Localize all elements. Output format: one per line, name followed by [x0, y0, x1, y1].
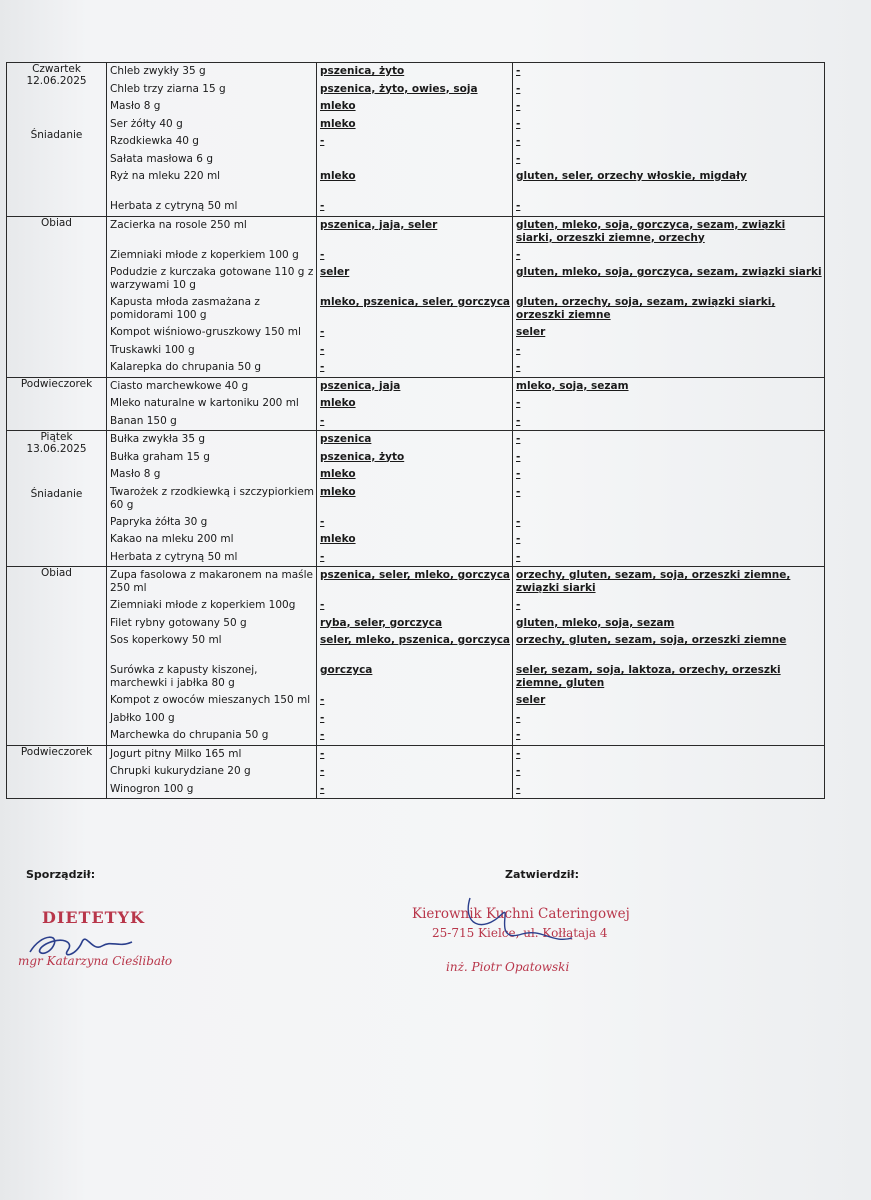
dish-ingredients: - — [320, 515, 325, 528]
dish-name: Kakao na mleku 200 ml — [110, 533, 234, 545]
meal-name: Podwieczorek — [20, 745, 93, 758]
dish-allergens: - — [516, 65, 521, 77]
meal-name: Podwieczorek — [20, 377, 93, 390]
dish-ingredients: mleko, pszenica, seler, gorczyca — [320, 296, 511, 308]
dish-name: Chleb zwykły 35 g — [110, 65, 206, 77]
dish-column — [107, 745, 317, 799]
dish-name: Masło 8 g — [110, 468, 161, 480]
dish-ingredients: pszenica — [320, 433, 372, 445]
dish-name: Rzodkiewka 40 g — [110, 135, 199, 147]
ingredients-column — [317, 745, 513, 799]
dish-ingredients: pszenica, żyto, owies, soja — [320, 82, 478, 95]
dish-name: Chleb trzy ziarna 15 g — [110, 82, 226, 95]
dish-ingredients: ryba, seler, gorczyca — [320, 616, 443, 629]
meal-label-cell — [7, 431, 107, 567]
dish-allergens: gluten, orzechy, soja, sezam, związki siarki, orzeszki ziemne — [516, 296, 776, 321]
dish-column — [107, 63, 317, 217]
dish-name: Kalarepka do chrupania 50 g — [110, 361, 261, 373]
dish-ingredients: mleko — [320, 533, 356, 545]
dish-allergens: - — [516, 747, 521, 760]
dish-allergens: - — [516, 248, 521, 261]
dish-name: Filet rybny gotowany 50 g — [110, 616, 247, 629]
dish-column — [107, 567, 317, 746]
dish-name: Sałata masłowa 6 g — [110, 152, 213, 165]
dish-allergens: seler — [516, 694, 546, 706]
dish-ingredients: - — [320, 135, 325, 147]
dish-ingredients: mleko — [320, 397, 356, 409]
meal-row — [7, 431, 825, 567]
dish-column — [107, 431, 317, 567]
dish-name: Zupa fasolowa z makaronem na maśle 250 ml — [110, 569, 313, 594]
kitchen-manager-stamp — [412, 904, 672, 984]
dish-name: Ziemniaki młode z koperkiem 100 g — [110, 248, 299, 261]
dish-ingredients: pszenica, seler, mleko, gorczyca — [320, 569, 511, 581]
dish-allergens: orzechy, gluten, sezam, soja, orzeszki ziemne, związki siarki — [516, 569, 791, 594]
dish-allergens: - — [516, 152, 521, 165]
allergens-column — [513, 567, 825, 746]
meal-name: Śniadanie — [30, 488, 83, 500]
allergens-column — [513, 431, 825, 567]
dish-name: Winogron 100 g — [110, 782, 194, 795]
dish-name: Surówka z kapusty kiszonej, marchewki i jabłka 80 g — [110, 664, 258, 689]
dish-column — [107, 216, 317, 377]
meal-name: Śniadanie — [30, 129, 83, 141]
dish-ingredients: - — [320, 765, 325, 777]
allergens-column — [513, 216, 825, 377]
dish-name: Ziemniaki młode z koperkiem 100g — [110, 599, 296, 611]
dish-ingredients: mleko — [320, 170, 356, 182]
meal-name: Obiad — [41, 216, 72, 229]
day-header — [7, 63, 106, 87]
dish-allergens: - — [516, 485, 521, 498]
dietitian-stamp — [18, 906, 188, 976]
dish-column — [107, 377, 317, 431]
ingredients-column — [317, 63, 513, 217]
dish-allergens: - — [516, 468, 521, 480]
ingredients-column — [317, 567, 513, 746]
meal-label-cell — [7, 377, 107, 431]
dish-ingredients: seler, mleko, pszenica, gorczyca — [320, 634, 511, 646]
dish-allergens: - — [516, 533, 521, 545]
dish-allergens: mleko, soja, sezam — [516, 379, 629, 392]
dish-name: Jabłko 100 g — [110, 711, 175, 724]
day-name: Piątek — [40, 431, 73, 443]
allergens-column — [513, 745, 825, 799]
prepared-by-label: Sporządził: — [26, 868, 96, 881]
dish-ingredients: - — [320, 729, 325, 741]
dish-name: Banan 150 g — [110, 414, 177, 427]
stamp-name: inż. Piotr Opatowski — [446, 960, 570, 974]
dish-allergens: gluten, mleko, soja, sezam — [516, 616, 675, 629]
dish-allergens: - — [516, 343, 521, 356]
dish-name: Ryż na mleku 220 ml — [110, 170, 221, 182]
dish-allergens: gluten, mleko, soja, gorczyca, sezam, związki siarki — [516, 266, 822, 278]
dish-allergens: - — [516, 450, 521, 463]
day-header — [7, 431, 106, 455]
dish-ingredients: - — [320, 248, 325, 261]
dish-ingredients: - — [320, 361, 325, 373]
stamp-title: DIETETYK — [42, 908, 145, 927]
ingredients-column — [317, 431, 513, 567]
dish-ingredients: mleko — [320, 468, 356, 480]
meal-label-cell — [7, 567, 107, 746]
dish-allergens: gluten, seler, orzechy włoskie, migdały — [516, 170, 747, 182]
stamp-address: 25-715 Kielce, ul. Kołłątaja 4 — [432, 926, 608, 940]
dish-name: Twarożek z rzodkiewką i szczypiorkiem 60 g — [110, 485, 315, 511]
dish-name: Mleko naturalne w kartoniku 200 ml — [110, 397, 299, 409]
dish-name: Marchewka do chrupania 50 g — [110, 729, 269, 741]
dish-ingredients: mleko — [320, 485, 356, 498]
dish-ingredients: - — [320, 747, 325, 760]
dish-ingredients: pszenica, żyto — [320, 450, 405, 463]
dish-ingredients: - — [320, 694, 325, 706]
dish-name: Papryka żółta 30 g — [110, 515, 208, 528]
approved-by-label: Zatwierdził: — [505, 868, 580, 881]
meal-row — [7, 745, 825, 799]
dish-allergens: - — [516, 361, 521, 373]
dish-allergens: - — [516, 433, 521, 445]
dish-ingredients: - — [320, 200, 325, 212]
meal-label-cell — [7, 745, 107, 799]
dish-ingredients: pszenica, jaja — [320, 379, 401, 392]
stamp-title: Kierownik Kuchni Cateringowej — [412, 906, 630, 922]
dish-ingredients: pszenica, jaja, seler — [320, 218, 438, 231]
day-name: Czwartek — [32, 63, 81, 75]
dish-allergens: - — [516, 117, 521, 130]
dish-allergens: seler — [516, 326, 546, 338]
manager-signature — [452, 894, 592, 954]
dish-name: Zacierka na rosole 250 ml — [110, 218, 247, 231]
dish-ingredients — [317, 151, 512, 169]
dish-name: Kompot wiśniowo-gruszkowy 150 ml — [110, 326, 301, 338]
meal-name: Obiad — [41, 567, 72, 579]
meal-row — [7, 377, 825, 431]
dish-ingredients: seler — [320, 266, 350, 278]
dish-ingredients: mleko — [320, 100, 356, 112]
dish-ingredients: - — [320, 343, 325, 356]
dish-name: Sos koperkowy 50 ml — [110, 634, 222, 646]
meal-row — [7, 216, 825, 377]
dish-allergens: orzechy, gluten, sezam, soja, orzeszki ziemne — [516, 634, 787, 646]
allergens-column — [513, 63, 825, 217]
ingredients-column — [317, 377, 513, 431]
day-date: 13.06.2025 — [26, 443, 87, 455]
meal-label-cell — [7, 63, 107, 217]
dish-name: Herbata z cytryną 50 ml — [110, 550, 238, 563]
dish-name: Ciasto marchewkowe 40 g — [110, 379, 249, 392]
dish-allergens: gluten, mleko, soja, gorczyca, sezam, związki siarki, orzeszki ziemne, orzechy — [516, 218, 786, 244]
dish-name: Bułka graham 15 g — [110, 450, 210, 463]
dish-name: Chrupki kukurydziane 20 g — [110, 765, 251, 777]
dish-allergens: seler, sezam, soja, laktoza, orzechy, orzeszki ziemne, gluten — [516, 664, 781, 689]
dish-ingredients: - — [320, 599, 325, 611]
dish-ingredients: - — [320, 782, 325, 795]
meal-row — [7, 63, 825, 217]
dish-ingredients: pszenica, żyto — [320, 65, 405, 77]
menu-table — [6, 62, 825, 799]
dish-allergens: - — [516, 100, 521, 112]
dish-allergens: - — [516, 135, 521, 147]
dish-allergens: - — [516, 82, 521, 95]
dish-allergens: - — [516, 729, 521, 741]
dish-name: Kompot z owoców mieszanych 150 ml — [110, 694, 311, 706]
dish-name: Jogurt pitny Milko 165 ml — [110, 747, 242, 760]
dish-allergens: - — [516, 711, 521, 724]
dish-name: Bułka zwykła 35 g — [110, 433, 206, 445]
day-date: 12.06.2025 — [26, 75, 87, 87]
allergens-column — [513, 377, 825, 431]
dish-ingredients: gorczyca — [320, 664, 373, 676]
dish-allergens: - — [516, 550, 521, 563]
dish-ingredients: - — [320, 326, 325, 338]
dish-allergens: - — [516, 782, 521, 795]
dish-ingredients: mleko — [320, 117, 356, 130]
dish-name: Truskawki 100 g — [110, 343, 195, 356]
stamp-name: mgr Katarzyna Cieślibało — [18, 954, 173, 968]
meal-label-cell — [7, 216, 107, 377]
ingredients-column — [317, 216, 513, 377]
meal-row — [7, 567, 825, 746]
dish-name: Herbata z cytryną 50 ml — [110, 200, 238, 212]
dish-name: Kapusta młoda zasmażana z pomidorami 100 g — [110, 296, 260, 321]
dish-allergens: - — [516, 200, 521, 212]
dish-allergens: - — [516, 765, 521, 777]
dish-name: Ser żółty 40 g — [110, 117, 183, 130]
dish-ingredients: - — [320, 711, 325, 724]
dish-allergens: - — [516, 599, 521, 611]
dish-name: Masło 8 g — [110, 100, 161, 112]
dish-allergens: - — [516, 414, 521, 427]
dish-ingredients: - — [320, 414, 325, 427]
dish-ingredients: - — [320, 550, 325, 563]
dish-name: Podudzie z kurczaka gotowane 110 g z warzywami 10 g — [110, 266, 314, 291]
dish-allergens: - — [516, 515, 521, 528]
dish-allergens: - — [516, 397, 521, 409]
